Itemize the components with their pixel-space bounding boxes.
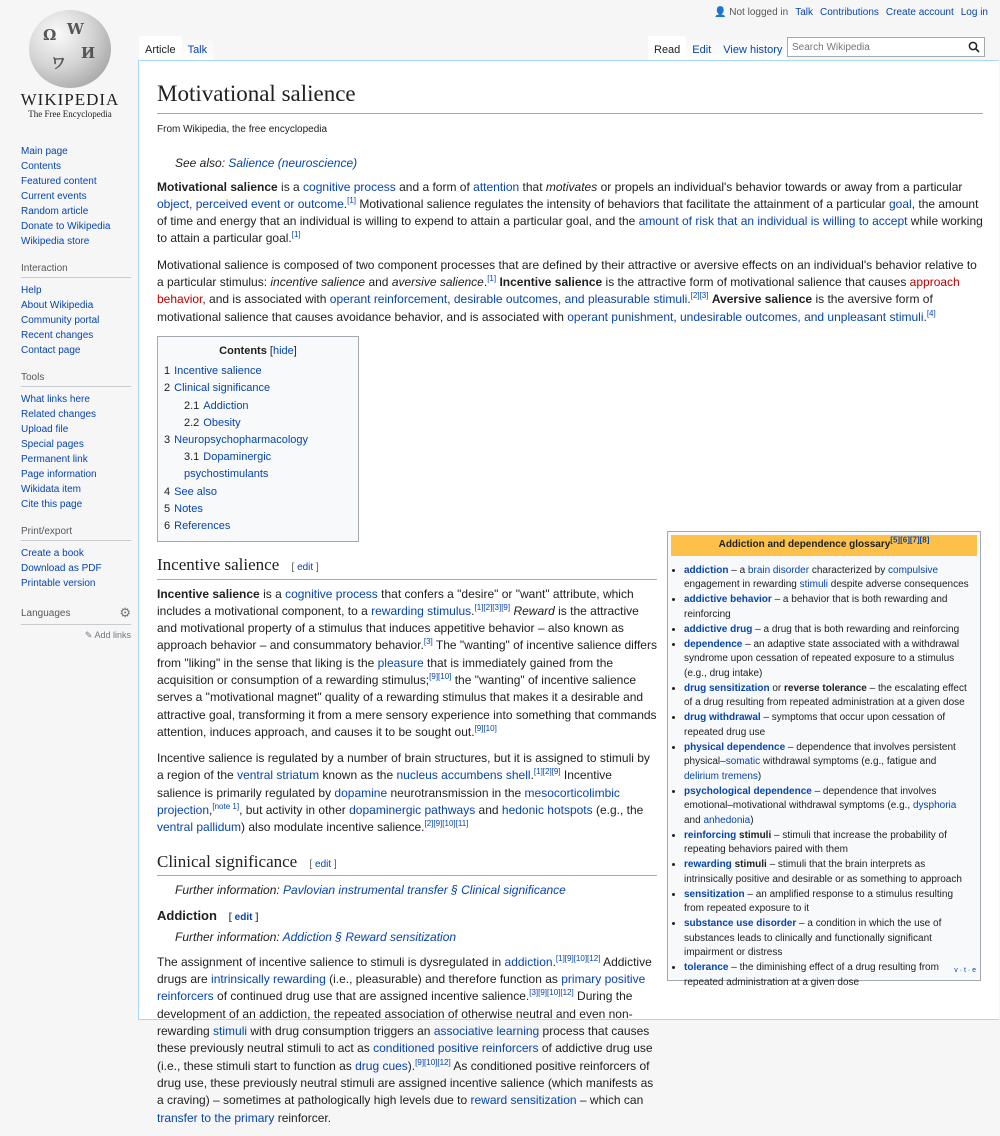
create-account-link[interactable]: Create account — [885, 7, 954, 18]
link-hedonic-hotspots[interactable]: hedonic hotspots — [501, 803, 593, 818]
search-input[interactable] — [788, 38, 966, 56]
link-nucleus-accumbens-shell[interactable]: nucleus accumbens shell — [396, 768, 531, 783]
further-link[interactable]: Addiction § Reward sensitization — [282, 929, 457, 944]
sidebar — [21, 144, 131, 651]
toc-item[interactable] — [164, 501, 352, 518]
sidebar-print — [21, 526, 131, 591]
link-ventral-striatum[interactable]: ventral striatum — [237, 768, 320, 783]
toc-title: Contents — [219, 344, 267, 357]
see-also-link[interactable]: Salience (neuroscience) — [228, 156, 358, 171]
link-addiction[interactable]: addiction — [504, 954, 553, 969]
sidebar-item-about[interactable]: About Wikipedia — [21, 300, 94, 311]
section-edit-link[interactable]: [ edit ] — [309, 858, 337, 870]
navbox-vte-links[interactable] — [954, 964, 976, 979]
link-desirable-outcomes[interactable]: desirable outcomes, and pleasurable stimuli — [453, 292, 688, 307]
sidebar-item-current-events[interactable]: Current events — [21, 191, 87, 202]
toc-item[interactable] — [164, 484, 352, 501]
toc-num: 5 — [164, 502, 171, 515]
glossary-term[interactable]: rewarding — [684, 859, 732, 870]
toc-num: 6 — [164, 520, 171, 532]
section-heading-clinical-significance — [157, 853, 657, 876]
incentive-paragraph-1: Incentive salience is a cognitive process that confers a "desire" or "want" attribute, which includes a motivational component, to a rewarding stimulus.[1][2][3][9] Reward is the attractive and motivational property of a stimulus that induces appetitive behavior – also known as approach behavior – and consummatory behavior.[3] The "wanting" of incentive salience differs from "liking" in the sense that liking is the pleasure that is immediately gained from the acquisition or consumption of a rewarding stimulus;[9][10] the "wanting" of incentive salience serves a "motivational magnet" quality of a rewarding stimulus that makes it a desirable and attractive goal, transforming it from a mere sensory experience into something that commands attention, induces approach, and causes it to be sought out.[9][10] — [157, 586, 657, 739]
toc-item[interactable] — [164, 432, 352, 449]
glossary-term[interactable]: physical dependence — [684, 741, 786, 753]
sidebar-item-contact-page[interactable]: Contact page — [21, 345, 81, 356]
toc-label[interactable]: Notes — [174, 502, 203, 515]
link-cognitive-process[interactable]: cognitive process — [285, 586, 378, 601]
addiction-paragraph: The assignment of incentive salience to stimuli is dysregulated in addiction.[1][9][10][12] Addictive drugs are intrinsically rewarding (i.e., pleasurable) and therefore function as primary positive reinforcers of continued drug use that are assigned incentive salience.[3][9][10][12] During the development of an addiction, the repeated association of otherwise neutral and even non-rewarding stimuli with drug consumption triggers an associative learning process that causes these previously neutral stimuli to act as conditioned positive reinforcers of addictive drug use (i.e., these stimuli start to function as drug cues).[9][10][12] As conditioned positive reinforcers of drug use, these previously neutral stimuli are assigned incentive salience (which manifests as a craving) – sometimes at pathologically high levels due to reward sensitization – which can transfer to the primary reinforcer. — [157, 953, 654, 1125]
glossary-entry: • dependence – an adaptive state associated with a withdrawal syndrome upon cessation of repeated exposure to a stimulus (e.g., drug intake) — [684, 638, 974, 682]
not-logged-in — [714, 7, 788, 18]
sidebar-item-what-links-here[interactable]: What links here — [21, 394, 90, 405]
link-ventral-pallidum[interactable]: ventral pallidum — [157, 820, 242, 835]
section-title: Clinical significance — [157, 851, 298, 871]
link-object-perceived-event-or-outcome[interactable]: object, perceived event or outcome — [157, 196, 344, 211]
citation[interactable]: [3][9][10][12] — [529, 988, 574, 998]
glossary-entry: • reinforcing stimuli – stimuli that increase the probability of repeating behaviors paired with them — [684, 829, 974, 858]
sidebar-item-download-pdf[interactable]: Download as PDF — [21, 563, 102, 574]
further-prefix: Further information: — [175, 882, 284, 897]
toc-label[interactable]: Neuropsychopharmacology — [174, 433, 309, 446]
see-also-hatnote — [175, 155, 983, 172]
link-operant-reinforcement[interactable]: operant reinforcement — [329, 292, 448, 307]
glossary-term[interactable]: addictive drug — [684, 623, 753, 635]
toc-item[interactable] — [164, 363, 352, 380]
link-approach-behavior[interactable]: approach behavior — [157, 275, 960, 307]
link-cognitive-process[interactable]: cognitive process — [303, 179, 396, 194]
citation[interactable]: [1][9][10][12] — [555, 953, 601, 963]
sidebar-item-featured-content[interactable]: Featured content — [21, 176, 97, 187]
sidebar-item-donate[interactable]: Donate to Wikipedia — [21, 221, 111, 232]
search-box — [787, 37, 985, 57]
link-dysphoria[interactable]: dysphoria — [912, 800, 957, 811]
link-undesirable-outcomes[interactable]: undesirable outcomes, and unpleasant stimuli — [680, 309, 924, 324]
section-title: Incentive salience — [157, 555, 280, 575]
sidebar-item-create-book[interactable]: Create a book — [21, 548, 84, 559]
sidebar-heading-print: Print/export — [21, 526, 131, 541]
languages-label: Languages — [21, 607, 71, 619]
section-heading-incentive-salience — [157, 556, 657, 579]
glossary-term[interactable]: substance use disorder — [684, 918, 797, 929]
gear-icon[interactable]: ⚙ — [119, 605, 131, 620]
glossary-term[interactable]: sensitization — [684, 888, 745, 900]
link-delirium-tremens[interactable]: delirium tremens — [684, 770, 758, 782]
glossary-term[interactable]: addictive behavior — [684, 594, 772, 605]
glossary-entry: • addiction – a brain disorder characterized by compulsive engagement in rewarding stimuli despite adverse consequences — [684, 564, 974, 593]
sidebar-item-recent-changes[interactable]: Recent changes — [21, 330, 94, 341]
sidebar-item-store[interactable]: Wikipedia store — [21, 236, 90, 247]
section-edit-link[interactable]: [ edit ] — [228, 912, 259, 924]
lead-paragraph-1: Motivational salience is a cognitive process and a form of attention that motivates or propels an individual's behavior towards or away from a particular object, perceived event or outcome.[1] Motivational salience regulates the intensity of behaviors that facilitate the attainment of a particular goal, the amount of time and energy that an individual is willing to expend to attain a particular goal, and the amount of risk that an individual is willing to accept while working to attain a particular goal.[1] — [157, 179, 983, 246]
sidebar-item-cite-page[interactable]: Cite this page — [21, 499, 83, 510]
link-drug-cues[interactable]: drug cues — [355, 1058, 408, 1073]
sidebar-item-wikidata-item[interactable]: Wikidata item — [21, 484, 82, 495]
citation[interactable]: [4] — [926, 308, 936, 318]
toc-label[interactable]: Incentive salience — [174, 365, 262, 378]
sidebar-item-community-portal[interactable]: Community portal — [21, 315, 100, 326]
toc-item[interactable] — [164, 518, 352, 535]
glossary-term[interactable]: drug withdrawal — [684, 712, 761, 723]
pencil-icon: ✎ — [84, 630, 93, 640]
citation[interactable]: [3] — [423, 637, 433, 647]
citation[interactable]: [note 1] — [212, 802, 240, 812]
talk-link[interactable]: Talk — [795, 7, 813, 18]
glossary-term[interactable]: psychological dependence — [684, 785, 812, 797]
glossary-term[interactable]: addiction — [684, 564, 729, 576]
tab-talk[interactable]: Talk — [182, 36, 214, 65]
link-risk[interactable]: amount of risk that an individual is willing to accept — [638, 214, 908, 229]
sidebar-heading-languages — [21, 605, 131, 625]
sidebar-item-main-page[interactable]: Main page — [21, 146, 68, 157]
toc-hide-toggle[interactable]: [hide] — [269, 344, 297, 357]
not-logged-in-label: Not logged in — [729, 7, 789, 18]
link-brain-disorder[interactable]: brain disorder — [747, 564, 810, 576]
further-prefix: Further information: — [175, 929, 283, 944]
citation[interactable]: [1][2][3][9] — [474, 602, 511, 612]
incentive-paragraph-2: Incentive salience is regulated by a number of brain structures, but it is assigned to stimuli by a region of the ventral striatum known as the nucleus accumbens shell.[1][2][9] Incentive salience is primarily regulated by dopamine neurotransmission in the mesocorticolimbic projection,[note 1], but activity in other dopaminergic pathways and hedonic hotspots (e.g., the ventral pallidum) also modulate incentive salience.[2][9][10][11] — [157, 751, 650, 835]
citation[interactable]: [1][2][9] — [533, 767, 561, 777]
toc-label[interactable]: Clinical significance — [174, 382, 271, 395]
citation[interactable]: [9][10] — [474, 723, 497, 733]
glossary-term[interactable]: reinforcing — [684, 829, 737, 841]
see-also-prefix: See also: — [175, 156, 229, 171]
glossary-entry: • addictive drug – a drug that is both rewarding and reinforcing — [684, 623, 974, 638]
toc-label[interactable]: References — [174, 520, 231, 532]
sidebar-item-upload-file[interactable]: Upload file — [21, 424, 69, 435]
link-dopamine[interactable]: dopamine — [334, 785, 388, 800]
table-of-contents — [157, 336, 359, 542]
link-pleasure[interactable]: pleasure — [377, 655, 424, 670]
glossary-entry: • rewarding stimuli – stimuli that the brain interprets as intrinsically positive and desirable or as something to approach — [684, 858, 974, 887]
sidebar-languages — [21, 605, 131, 641]
edit-label[interactable]: edit — [315, 858, 332, 870]
vte-label[interactable]: v · t · e — [954, 966, 976, 974]
link-transfer[interactable]: transfer to the primary — [157, 1110, 275, 1125]
toc-num: 4 — [164, 485, 171, 498]
link-attention[interactable]: attention — [473, 179, 520, 194]
sidebar-item-special-pages[interactable]: Special pages — [21, 439, 84, 450]
glossary-entry: • drug sensitization or reverse tolerance – the escalating effect of a drug resulting from repeated administration at a given dose — [684, 682, 974, 711]
contributions-link[interactable]: Contributions — [820, 7, 879, 18]
link-conditioned-positive-reinforcers[interactable]: conditioned positive reinforcers — [373, 1041, 539, 1056]
toc-item[interactable] — [164, 380, 352, 397]
glossary-entry: • tolerance – the diminishing effect of a drug resulting from repeated administration at a given dose — [684, 961, 974, 990]
glossary-term[interactable]: drug sensitization — [684, 682, 770, 694]
link-operant-punishment[interactable]: operant punishment — [567, 309, 674, 324]
sidebar-interaction — [21, 263, 131, 358]
link-primary-positive-reinforcers[interactable]: primary positive reinforcers — [157, 972, 646, 1004]
sidebar-heading-tools: Tools — [21, 372, 131, 387]
puzzle-globe-icon: Ω W И ワ — [29, 10, 111, 88]
link-mesocorticolimbic-projection[interactable]: mesocorticolimbic projection — [157, 785, 620, 818]
toc-num: 2 — [164, 382, 171, 395]
page-title: Motivational salience — [157, 79, 983, 114]
citation[interactable]: [2][3] — [690, 291, 709, 301]
citation[interactable]: [9][10] — [429, 671, 452, 681]
toc-num: 2.2 — [184, 416, 200, 429]
glossary-entry: • sensitization – an amplified response to a stimulus resulting from repeated exposure to it — [684, 888, 974, 917]
glossary-entry: • psychological dependence – dependence that involves emotional–motivational withdrawal symptoms (e.g., dysphoria and anhedonia) — [684, 785, 974, 829]
section-edit-link[interactable]: [ edit ] — [291, 562, 319, 574]
citation[interactable]: [1] — [347, 195, 357, 205]
glossary-entry: • drug withdrawal – symptoms that occur upon cessation of repeated drug use — [684, 711, 974, 740]
page-subtitle: From Wikipedia, the free encyclopedia — [157, 124, 328, 135]
sidebar-item-page-information[interactable]: Page information — [21, 469, 97, 480]
glossary-entry: • physical dependence – dependence that involves persistent physical–somatic withdrawal symptoms (e.g., fatigue and delirium tremens) — [684, 741, 974, 785]
logo-wordmark: WIKIPEDIA — [20, 90, 120, 109]
log-in-link[interactable]: Log in — [960, 7, 988, 18]
edit-label[interactable]: edit — [234, 912, 253, 924]
toc-title-row — [164, 343, 352, 360]
addiction-glossary-box — [667, 531, 981, 988]
toc-hide-label[interactable]: hide — [272, 344, 294, 357]
tab-edit[interactable]: Edit — [686, 36, 717, 65]
lead-paragraph-2: Motivational salience is composed of two component processes that are defined by their attractive or aversive effects on an individual's behavior relative to a particular stimulus: incentive salience and aversive salience.[1] Incentive salience is the attractive form of motivational salience that causes approach behavior, and is associated with operant reinforcement, desirable outcomes, and pleasurable stimuli.[2][3] Aversive salience is the aversive form of motivational salience that causes avoidance behavior, and is associated with operant punishment, undesirable outcomes, and unpleasant stimuli.[4] — [157, 257, 977, 324]
glossary-entry: • addictive behavior – a behavior that is both rewarding and reinforcing — [684, 593, 974, 622]
citation[interactable]: [5][6][7][8] — [890, 535, 930, 545]
toc-label[interactable]: Addiction — [203, 399, 249, 412]
toc-label[interactable]: Dopaminergic psychostimulants — [184, 451, 272, 481]
sidebar-item-help[interactable]: Help — [21, 285, 42, 296]
wikipedia-logo[interactable] — [20, 10, 120, 122]
link-reward-sensitization[interactable]: reward sensitization — [470, 1093, 577, 1108]
add-links-link[interactable] — [21, 630, 131, 641]
sidebar-heading-interaction: Interaction — [21, 263, 131, 278]
tab-read[interactable]: Read — [648, 36, 686, 65]
sidebar-item-permanent-link[interactable]: Permanent link — [21, 454, 88, 465]
user-icon: 👤 — [714, 7, 727, 18]
toc-num: 1 — [164, 365, 171, 378]
toc-label[interactable]: Obesity — [203, 416, 241, 429]
sidebar-item-random-article[interactable]: Random article — [21, 206, 89, 217]
tab-view-history[interactable]: View history — [717, 36, 788, 65]
personal-tools — [714, 7, 988, 18]
add-links-label: Add links — [94, 630, 131, 640]
link-rewarding-stimulus[interactable]: rewarding stimulus — [371, 603, 472, 618]
glossary-term[interactable]: dependence — [684, 638, 743, 650]
sidebar-item-related-changes[interactable]: Related changes — [21, 409, 97, 420]
toc-num: 2.1 — [184, 399, 200, 412]
link-anhedonia[interactable]: anhedonia — [703, 814, 751, 826]
link-dopaminergic-pathways[interactable]: dopaminergic pathways — [349, 803, 476, 818]
link-associative-learning[interactable]: associative learning — [433, 1024, 540, 1039]
toc-item[interactable] — [164, 415, 352, 432]
sidebar-item-printable-version[interactable]: Printable version — [21, 578, 96, 589]
link-somatic[interactable]: somatic — [725, 756, 761, 767]
link-stimuli[interactable]: stimuli — [213, 1024, 248, 1039]
citation[interactable]: [1] — [487, 274, 497, 284]
sidebar-navigation — [21, 144, 131, 249]
subsection-title: Addiction — [157, 908, 217, 924]
glossary-list — [668, 564, 980, 991]
glossary-term[interactable]: tolerance — [684, 962, 729, 973]
sidebar-item-contents[interactable]: Contents — [21, 161, 62, 172]
toc-num: 3 — [164, 433, 171, 446]
logo-tagline: The Free Encyclopedia — [28, 109, 112, 119]
search-icon[interactable] — [968, 41, 980, 56]
toc-label[interactable]: See also — [174, 485, 217, 498]
link-intrinsically-rewarding[interactable]: intrinsically rewarding — [211, 972, 326, 987]
toc-item[interactable] — [164, 398, 352, 415]
citation[interactable]: [9][10][12] — [415, 1057, 451, 1067]
citation[interactable]: [2][9][10][11] — [424, 819, 469, 829]
glossary-title-text: Addiction and dependence glossary — [718, 539, 891, 550]
link-compulsive[interactable]: compulsive — [888, 564, 939, 576]
toc-num: 3.1 — [184, 451, 200, 464]
glossary-title — [671, 535, 977, 556]
toc-item[interactable] — [164, 449, 352, 483]
citation[interactable]: [1] — [291, 230, 301, 240]
sidebar-tools — [21, 372, 131, 512]
glossary-entry: • substance use disorder – a condition in which the use of substances leads to clinically and functionally significant impairment or distress — [684, 917, 974, 961]
link-goal[interactable]: goal — [889, 196, 912, 211]
further-link[interactable]: Pavlovian instrumental transfer § Clinical significance — [283, 882, 566, 897]
tab-article[interactable]: Article — [139, 36, 182, 65]
edit-label[interactable]: edit — [297, 562, 314, 574]
link-stimuli[interactable]: stimuli — [799, 579, 828, 590]
